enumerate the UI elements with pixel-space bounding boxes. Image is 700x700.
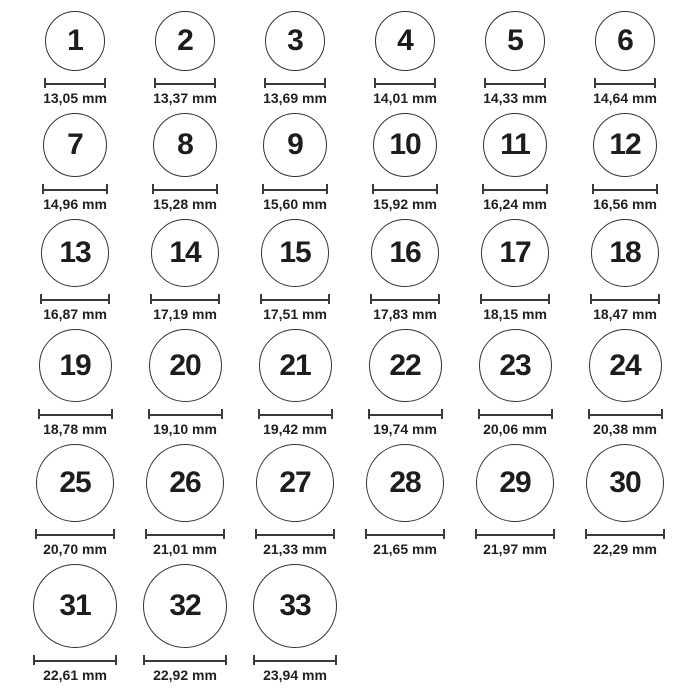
ring-size-item — [350, 322, 460, 437]
diameter-label: 16,87 mm — [43, 306, 107, 322]
ring-size-number: 5 — [507, 24, 523, 57]
ring-size-item — [350, 212, 460, 322]
diameter-dimension-line — [44, 78, 106, 88]
ring-size-item — [460, 322, 570, 437]
diameter-label: 19,74 mm — [373, 421, 437, 437]
diameter-dimension-line — [38, 409, 113, 419]
ring-size-number: 9 — [287, 128, 303, 161]
diameter-dimension-line — [592, 184, 658, 194]
ring-size-item — [130, 557, 240, 683]
diameter-label: 20,70 mm — [43, 541, 107, 557]
diameter-dimension-line — [150, 294, 220, 304]
diameter-dimension-line — [588, 409, 663, 419]
ring-size-item — [350, 106, 460, 212]
diameter-dimension-line — [145, 529, 225, 539]
ring-size-number: 22 — [389, 348, 421, 382]
ring-size-number: 16 — [389, 236, 421, 269]
ring-size-number: 1 — [67, 24, 83, 57]
ring-size-item — [460, 212, 570, 322]
diameter-label: 15,60 mm — [263, 196, 327, 212]
ring-size-number: 28 — [389, 466, 421, 499]
ring-circle — [259, 329, 332, 402]
ring-size-item — [570, 4, 680, 106]
diameter-label: 20,06 mm — [483, 421, 547, 437]
diameter-label: 21,65 mm — [373, 541, 437, 557]
diameter-dimension-line — [253, 655, 337, 665]
diameter-label: 13,05 mm — [43, 90, 107, 106]
size-grid — [0, 4, 700, 683]
ring-size-item — [20, 437, 130, 557]
diameter-dimension-line — [372, 184, 438, 194]
diameter-label: 14,33 mm — [483, 90, 547, 106]
diameter-label: 22,61 mm — [43, 667, 107, 683]
diameter-label: 17,19 mm — [153, 306, 217, 322]
diameter-dimension-line — [482, 184, 548, 194]
ring-circle — [253, 564, 337, 648]
ring-circle — [143, 564, 227, 648]
diameter-label: 13,37 mm — [153, 90, 217, 106]
diameter-label: 21,97 mm — [483, 541, 547, 557]
ring-size-number: 20 — [169, 348, 201, 382]
diameter-label: 19,10 mm — [153, 421, 217, 437]
ring-circle — [39, 329, 112, 402]
diameter-label: 16,56 mm — [593, 196, 657, 212]
ring-size-number: 15 — [279, 236, 311, 269]
ring-size-item — [20, 106, 130, 212]
ring-circle — [366, 444, 444, 522]
diameter-dimension-line — [262, 184, 328, 194]
ring-size-number: 2 — [177, 24, 193, 57]
diameter-label: 15,92 mm — [373, 196, 437, 212]
ring-size-item — [20, 212, 130, 322]
ring-circle — [33, 564, 117, 648]
ring-circle — [153, 113, 217, 177]
diameter-dimension-line — [40, 294, 110, 304]
ring-size-item — [350, 437, 460, 557]
diameter-label: 17,83 mm — [373, 306, 437, 322]
ring-size-number: 33 — [279, 589, 311, 622]
diameter-label: 21,33 mm — [263, 541, 327, 557]
diameter-label: 18,15 mm — [483, 306, 547, 322]
diameter-label: 20,38 mm — [593, 421, 657, 437]
ring-circle — [593, 113, 657, 177]
ring-size-item — [20, 4, 130, 106]
ring-size-number: 11 — [500, 128, 530, 161]
ring-size-number: 18 — [609, 236, 641, 269]
diameter-label: 18,47 mm — [593, 306, 657, 322]
diameter-label: 19,42 mm — [263, 421, 327, 437]
diameter-label: 14,64 mm — [593, 90, 657, 106]
diameter-dimension-line — [594, 78, 656, 88]
ring-circle — [45, 11, 105, 71]
ring-size-number: 19 — [59, 348, 91, 382]
ring-size-number: 24 — [609, 348, 641, 382]
ring-size-item — [20, 322, 130, 437]
ring-circle — [41, 219, 109, 287]
ring-size-number: 25 — [59, 466, 91, 499]
diameter-dimension-line — [264, 78, 326, 88]
diameter-dimension-line — [484, 78, 546, 88]
ring-size-item — [570, 322, 680, 437]
ring-circle — [481, 219, 549, 287]
ring-circle — [151, 219, 219, 287]
diameter-dimension-line — [478, 409, 553, 419]
ring-size-number: 12 — [609, 128, 641, 161]
ring-circle — [589, 329, 662, 402]
ring-size-item — [240, 437, 350, 557]
ring-circle — [595, 11, 655, 71]
ring-size-item — [460, 4, 570, 106]
ring-circle — [256, 444, 334, 522]
ring-size-item — [130, 212, 240, 322]
diameter-label: 18,78 mm — [43, 421, 107, 437]
ring-size-item — [130, 437, 240, 557]
ring-circle — [476, 444, 554, 522]
diameter-dimension-line — [585, 529, 665, 539]
diameter-dimension-line — [152, 184, 218, 194]
ring-size-number: 31 — [59, 589, 91, 622]
diameter-dimension-line — [255, 529, 335, 539]
diameter-dimension-line — [260, 294, 330, 304]
diameter-dimension-line — [35, 529, 115, 539]
ring-circle — [369, 329, 442, 402]
ring-circle — [586, 444, 664, 522]
ring-size-item — [570, 106, 680, 212]
diameter-label: 16,24 mm — [483, 196, 547, 212]
diameter-dimension-line — [148, 409, 223, 419]
ring-circle — [591, 219, 659, 287]
ring-circle — [373, 113, 437, 177]
ring-circle — [149, 329, 222, 402]
diameter-label: 14,96 mm — [43, 196, 107, 212]
ring-circle — [375, 11, 435, 71]
ring-size-number: 27 — [279, 466, 311, 499]
ring-size-number: 30 — [609, 466, 641, 499]
diameter-dimension-line — [33, 655, 117, 665]
diameter-label: 23,94 mm — [263, 667, 327, 683]
ring-circle — [263, 113, 327, 177]
diameter-label: 13,69 mm — [263, 90, 327, 106]
ring-size-number: 23 — [499, 348, 531, 382]
ring-size-number: 17 — [499, 236, 531, 269]
ring-size-number: 29 — [499, 466, 531, 499]
ring-size-number: 3 — [287, 24, 303, 57]
diameter-dimension-line — [374, 78, 436, 88]
ring-size-item — [570, 212, 680, 322]
ring-size-item — [460, 437, 570, 557]
ring-circle — [146, 444, 224, 522]
ring-size-number: 14 — [169, 236, 201, 269]
diameter-dimension-line — [365, 529, 445, 539]
ring-circle — [485, 11, 545, 71]
diameter-dimension-line — [42, 184, 108, 194]
ring-circle — [483, 113, 547, 177]
ring-size-item — [240, 322, 350, 437]
ring-size-number: 21 — [279, 348, 311, 382]
ring-size-item — [130, 4, 240, 106]
diameter-dimension-line — [258, 409, 333, 419]
ring-circle — [155, 11, 215, 71]
ring-size-item — [130, 106, 240, 212]
ring-size-number: 13 — [59, 236, 91, 269]
ring-circle — [479, 329, 552, 402]
ring-circle — [36, 444, 114, 522]
ring-size-item — [460, 106, 570, 212]
ring-size-item — [570, 437, 680, 557]
ring-size-item — [20, 557, 130, 683]
diameter-label: 15,28 mm — [153, 196, 217, 212]
ring-size-item — [240, 557, 350, 683]
ring-size-item — [240, 212, 350, 322]
ring-circle — [371, 219, 439, 287]
ring-size-number: 10 — [389, 128, 421, 161]
ring-size-item — [130, 322, 240, 437]
ring-size-number: 6 — [617, 24, 633, 57]
diameter-dimension-line — [368, 409, 443, 419]
diameter-dimension-line — [154, 78, 216, 88]
ring-size-number: 8 — [177, 128, 193, 161]
ring-size-item — [350, 4, 460, 106]
ring-size-item — [240, 106, 350, 212]
diameter-label: 14,01 mm — [373, 90, 437, 106]
diameter-dimension-line — [590, 294, 660, 304]
ring-size-number: 7 — [67, 128, 83, 161]
ring-circle — [43, 113, 107, 177]
diameter-label: 17,51 mm — [263, 306, 327, 322]
diameter-label: 21,01 mm — [153, 541, 217, 557]
ring-circle — [261, 219, 329, 287]
diameter-dimension-line — [370, 294, 440, 304]
ring-size-number: 32 — [169, 589, 201, 622]
diameter-dimension-line — [475, 529, 555, 539]
ring-size-item — [240, 4, 350, 106]
diameter-dimension-line — [143, 655, 227, 665]
ring-size-number: 4 — [397, 24, 413, 57]
ring-circle — [265, 11, 325, 71]
diameter-label: 22,29 mm — [593, 541, 657, 557]
diameter-dimension-line — [480, 294, 550, 304]
diameter-label: 22,92 mm — [153, 667, 217, 683]
ring-size-number: 26 — [169, 466, 201, 499]
